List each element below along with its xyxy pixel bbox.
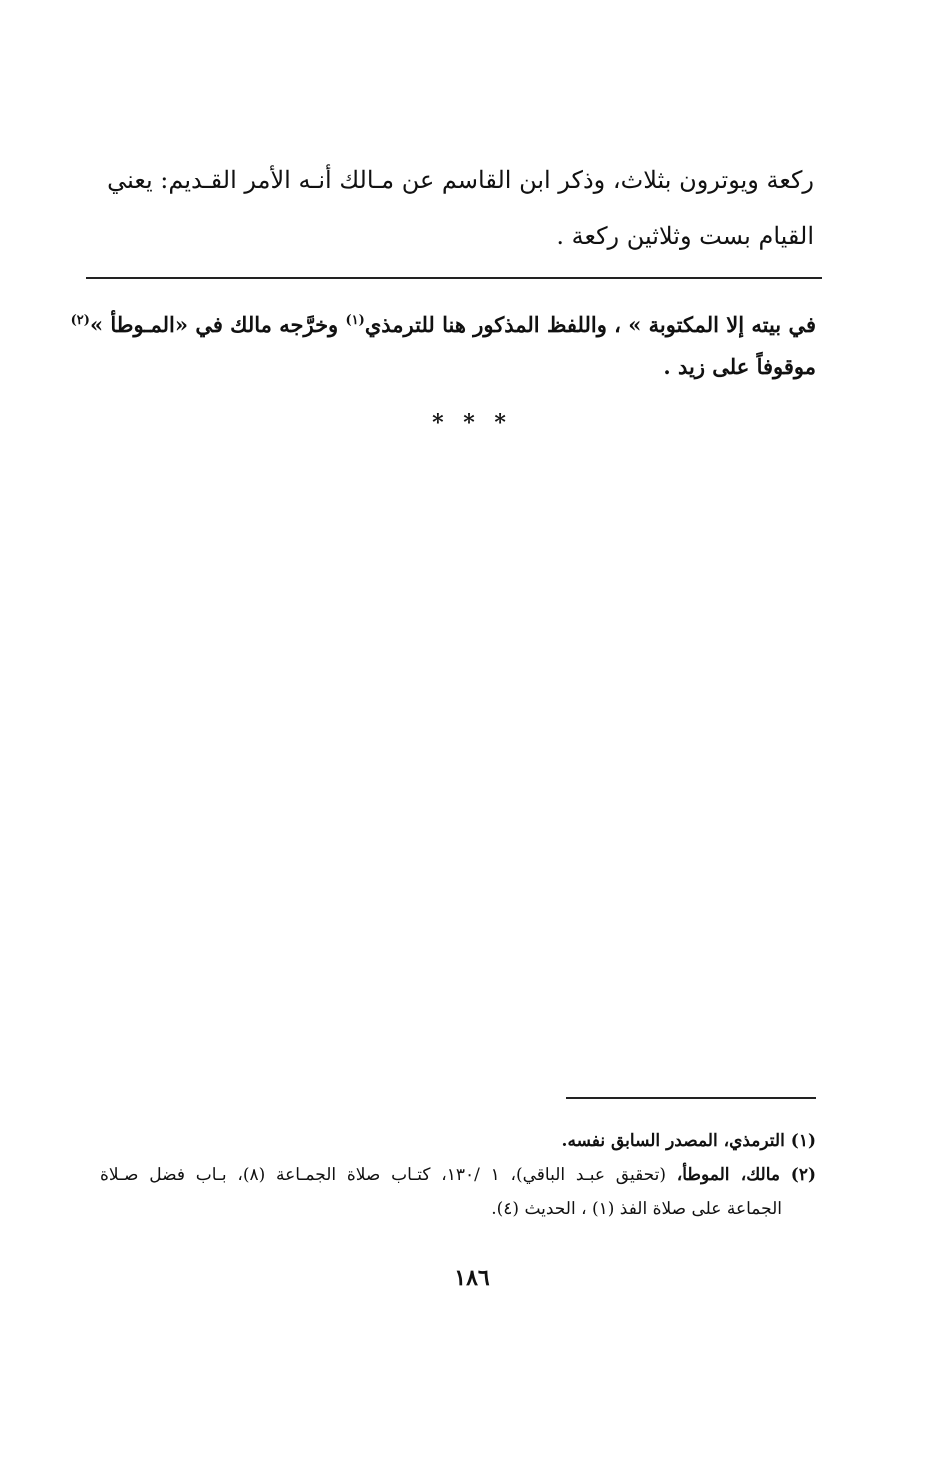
footnote-ref-2: (٢) xyxy=(70,313,90,328)
main-paragraph xyxy=(108,152,814,264)
footnote-2-line-2: الجماعة على صلاة الفذ (١) ، الحديث (٤). xyxy=(491,1199,782,1219)
footnote-divider-rule xyxy=(566,1097,816,1099)
footnote-2-line-1 xyxy=(100,1158,816,1192)
footnote-1 xyxy=(100,1124,816,1158)
main-paragraph-line-2: القيام بست وثلاثين ركعة . xyxy=(556,222,814,250)
continuation-text-b: وخرَّجه مالك في «المـوطأ » xyxy=(89,312,346,337)
footnotes xyxy=(100,1124,816,1226)
footnote-2-details: (تحقيق عبـد الباقي)، ١ /١٣٠، كتـاب صلاة الجمـاعة (٨)، بـاب فضل صـلاة xyxy=(100,1165,677,1185)
continuation-text-a: في بيته إلا المكتوبة » ، واللفظ المذكور هنا للترمذي xyxy=(364,312,816,337)
main-paragraph-line-1: ركعة ويوترون بثلاث، وذكر ابن القاسم عن مـالك أنـه الأمر القـديم: يعني xyxy=(107,166,814,194)
section-divider-rule xyxy=(86,277,822,279)
page-number: ١٨٦ xyxy=(454,1265,490,1291)
footnote-1-text: الترمذي، المصدر السابق نفسه. xyxy=(561,1131,785,1151)
footnote-2-source: مالك، الموطأ، xyxy=(676,1165,781,1185)
section-separator-stars: * * * xyxy=(432,410,512,436)
footnote-ref-1: (١) xyxy=(345,313,365,328)
footnote-2-number: (٢) xyxy=(790,1165,816,1185)
continuation-line-2: موقوفاً على زيد . xyxy=(663,354,816,379)
continuation-paragraph xyxy=(70,304,816,388)
continuation-line-1 xyxy=(70,304,816,346)
footnote-1-number: (١) xyxy=(790,1131,816,1151)
